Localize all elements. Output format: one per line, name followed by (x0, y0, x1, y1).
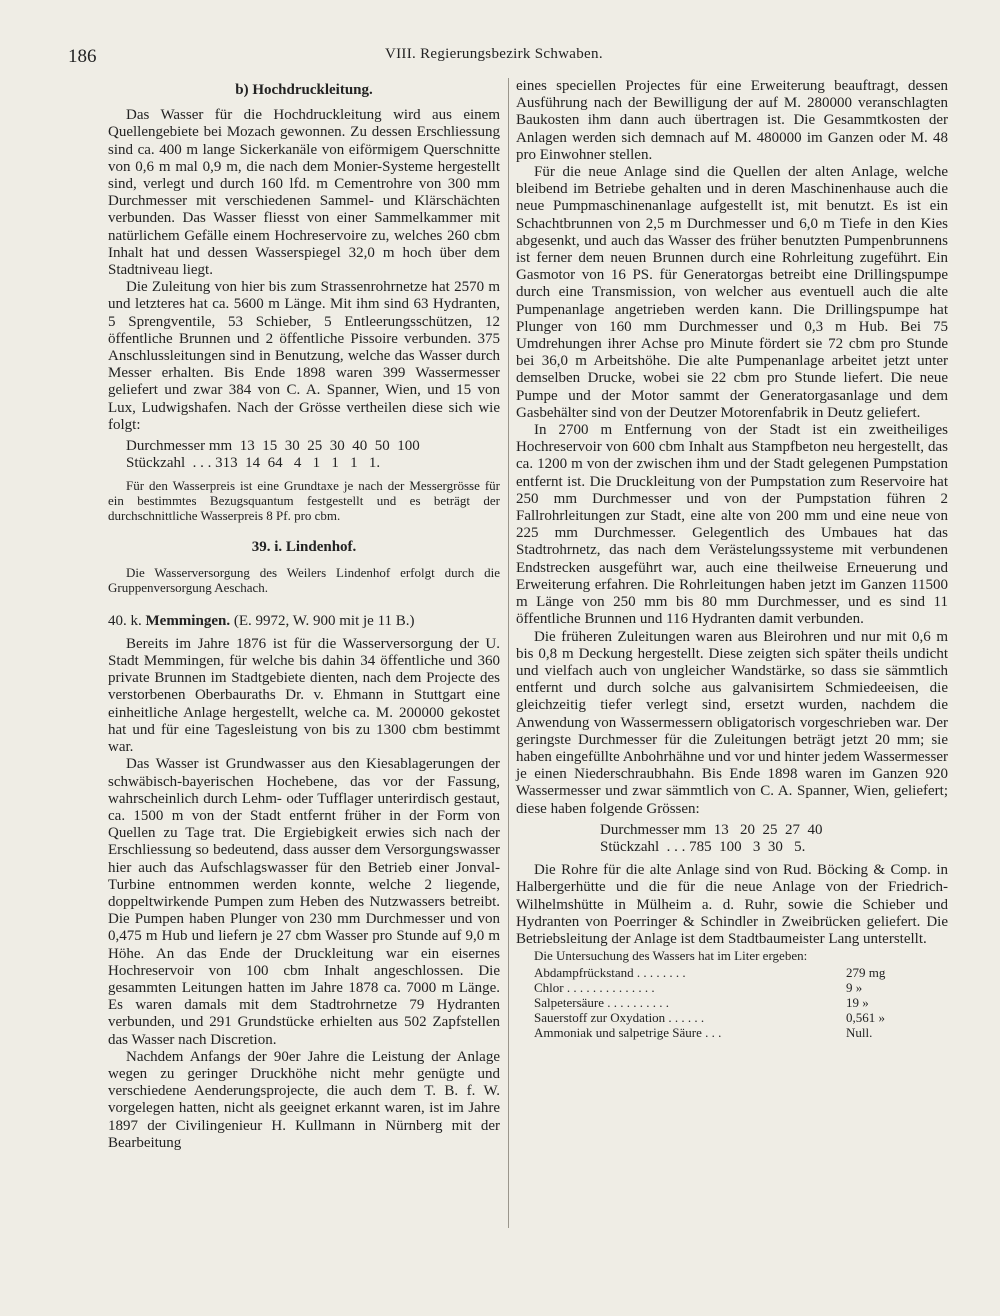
table-row (534, 965, 904, 980)
heading-lindenhof: 39. i. Lindenhof. (251, 539, 357, 556)
meter-size-table-2 (600, 822, 948, 856)
page-number: 186 (68, 46, 97, 67)
paragraph: Für die neue Anlage sind die Quellen der alten Anlage, welche bleibend im Betriebe gehalten und in deren Maschinenhause auch die neue Pumpmaschinenanlage aufgestellt ist, mit benutzt. Es ist ein Schachtbrunnen von 2,5 m Durchmesser und 6,0 m Tiefe in den Kies abgesenkt, und auch das Wasser des früher benutzten Pumpenbrunnens ist ferner dem neuen Brunnen durch eine Rohrleitung zugeführt. Ein Gasmotor von 16 PS. für Generatorgas betreibt eine Drillingspumpe durch eine Transmission, von welcher aus eventuell auch die alte Pumpenanlage angetrieben werden kann. Die Drillingspumpe hat Plunger von 160 mm Durchmesser und 0,3 m Hub. Bei 75 Umdrehungen ihrer Achse pro Minute fördert sie 72 cbm pro Stunde bei 36,0 m Arbeitshöhe. Die alte Pumpenanlage arbeitet jetzt unter demselben Drucke, wobei sie 22 cbm pro Stunde liefert. Die neue Pumpe und der Motor sammt der Generatorgasanlage und dem Gasbehälter sind von der Deutzer Motorenfabrik in Deutz geliefert. (516, 164, 948, 421)
table-row (534, 995, 904, 1010)
paragraph: Die Wasserversorgung des Weilers Lindenhof erfolgt durch die Gruppenversorgung Aeschach. (108, 564, 500, 595)
paragraph: Das Wasser für die Hochdruckleitung wird aus einem Quellengebiete bei Mozach gewonnen. Zu dessen Erschliessung sind ca. 400 m lange Sickerkanäle von eiförmigem Querschnitte von 0,6 m mal 0,9 m, die nach dem Monier-Systeme hergestellt sind, verlegt und durch 160 lfd. m Cementrohre von 300 mm Durchmesser mit verschiedenen Sammel- und Klärschächten verbunden. Das Wasser fliesst von einer Sammelkammer mit natürlichem Gefälle einem Hochreservoire zu, welches 260 cbm Inhalt hat und dessen Wasserspiegel 32,0 m hoch über dem Stadtniveau liegt. (108, 107, 500, 279)
analysis-value: 0,561 » (846, 1010, 885, 1026)
paragraph: Die früheren Zuleitungen waren aus Bleirohren und nur mit 0,6 m bis 0,8 m Deckung hergestellt. Diese zeigten sich später theils undicht und vielfach auch von ungleicher Wandstärke, so dass sie sämmtlich entfernt und durch solche aus galvanisirtem Schmiedeeisen, die gleichzeitig tiefer verlegt sind, ersetzt wurden, nachdem die Anwendung von Wassermessern obligatorisch vorgeschrieben war. Der geringste Durchmesser für die Zuleitungen beträgt jetzt 20 mm; sie haben eingefüllte Anbohrhähne und vor und hinter jedem Wassermesser je einen Niederschraubhahn. Bis Ende 1898 waren im Ganzen 920 Wassermesser und zwar sämmtlich von C. A. Spanner, Wien, geliefert; diese haben folgende Grössen: (516, 628, 948, 817)
table-row: Durchmesser mm 13 15 30 25 30 40 50 100 (126, 438, 420, 455)
analysis-name: Chlor . . . . . . . . . . . . . . (534, 980, 655, 996)
analysis-name: Abdampfrückstand . . . . . . . . (534, 965, 686, 981)
paragraph: In 2700 m Entfernung von der Stadt ist ein zweitheiliges Hochreservoir von 600 cbm Inhalt aus Stampfbeton neu hergestellt, das ca. 1200 m von der zwischen ihm und der Stadt gelegenen Pumpstation entfernt ist. Die Druckleitung von der Pumpstation zum Reservoire hat 250 mm Durchmesser und von der Pumpstation führen 2 Fallrohrleitungen zur Stadt, eine alte von 200 mm und eine neue von 225 mm Durchmesser. Gelegentlich des Umbaues hat das Stadtrohrnetz, das nach dem Verästelungssysteme mit verbundenen Endstrecken ausgeführt war, auch eine theilweise Erneuerung und Erweiterung erfahren. Die Rohrleitungen haben jetzt im Ganzen 11500 m Länge von 250 mm bis 80 mm Durchmesser, und es sind 11 öffentliche Brunnen und 116 Hydranten damit verbunden. (516, 422, 948, 628)
section-number: 40. k. (108, 612, 142, 629)
meter-size-table (126, 438, 500, 472)
analysis-value: 9 » (846, 980, 863, 996)
note-water-price: Für den Wasserpreis ist eine Grundtaxe je nach der Messergrösse für ein bestimmtes Bezugsquantum festgestellt und es beträgt der durchschnittliche Wasserpreis 8 Pf. pro cbm. (108, 478, 500, 524)
analysis-name: Sauerstoff zur Oxydation . . . . . . (534, 1010, 705, 1026)
paragraph: Das Wasser ist Grundwasser aus den Kiesablagerungen der schwäbisch-bayerischen Hochebene, das vor der Fassung, wahrscheinlich durch Lehm- oder Tufflager unterirdisch gestaut, ca. 1500 m von der Stadt entfernt früher in der Form von Quellen zu Tage trat. Die Ergiebigkeit erwies sich nach der Erschliessung so bedeutend, dass ausser dem Versorgungswasser hier auch das Aufschlagswasser für den Betrieb einer Jonval-Turbine entnommen werden konnte, welche 2 liegende, doppeltwirkende Pumpen zum Heben des Nutzwassers betreibt. Die Pumpen haben Plunger von 230 mm Durchmesser und von 0,475 m Hub und liefern je 27 cbm Wasser pro Stunde auf 9,0 m Höhe. An das Ende der Druckleitung war ein eisernes Hochreservoir von 100 cbm Inhalt angeschlossen. Die gesammten Leitungen hatten im Jahre 1878 ca. 7000 m Länge. Es waren damals mit dem Stadtrohrnetze 79 Hydranten verbunden, und 291 Grundstücke erhielten aus 502 Zapfstellen das Wasser nach Discretion. (108, 756, 500, 1048)
analysis-intro: Die Untersuchung des Wassers hat im Liter ergeben: (534, 948, 808, 964)
table-row: Durchmesser mm 13 20 25 27 40 (600, 821, 823, 838)
left-column (108, 78, 500, 1152)
section-info: (E. 9972, W. 900 mit je 11 B.) (233, 612, 415, 629)
paragraph: Die Rohre für die alte Anlage sind von Rud. Böcking & Comp. in Halbergerhütte und die für die neue Anlage von der Friedrich-Wilhelmshütte in Mülheim a. d. Ruhr, sowie die Schieber und Hydranten von Poerringer & Schindler in Zweibrücken geliefert. Die Betriebsleitung der Anlage ist dem Stadtbaumeister Lang unterstellt. (516, 862, 948, 947)
table-row (534, 1010, 904, 1025)
paragraph: Die Zuleitung von hier bis zum Strassenrohrnetze hat 2570 m und letzteres hat ca. 5600 m Länge. Mit ihm sind 63 Hydranten, 5 Sprengventile, 53 Schieber, 5 Entleerungsschützen, 12 öffentliche Brunnen und 2 öffentliche Pissoire verbunden. 375 Anschlussleitungen sind in Benutzung, welche das Wasser durch Messer erhalten. Bis Ende 1898 waren 399 Wassermesser geliefert und zwar 384 von C. A. Spanner, Wien, und 15 von Lux, Ludwigshafen. Nach der Grösse vertheilen diese sich wie folgt: (108, 279, 500, 433)
table-row: Stückzahl . . . 785 100 3 30 5. (600, 838, 806, 855)
analysis-value: Null. (846, 1025, 873, 1041)
paragraph: Nachdem Anfangs der 90er Jahre die Leistung der Anlage wegen zu geringer Druckhöhe nicht mehr genügte und verschiedene Aenderungsprojecte, die auch dem T. B. f. W. vorgelegen hatten, nicht als geeignet erkannt waren, ist im Jahre 1897 der Civilingenieur H. Kullmann in Nürnberg mit der Bearbeitung (108, 1048, 500, 1151)
table-row: Stückzahl . . . 313 14 64 4 1 1 1 1. (126, 455, 381, 472)
running-title: VIII. Regierungsbezirk Schwaben. (385, 46, 603, 62)
table-row (534, 1025, 904, 1040)
column-divider (508, 78, 509, 1228)
analysis-value: 279 mg (846, 965, 886, 981)
table-row (534, 980, 904, 995)
heading-memmingen (108, 613, 500, 630)
paragraph: Bereits im Jahre 1876 ist für die Wasserversorgung der U. Stadt Memmingen, für welche bis dahin 34 öffentliche und 360 private Brunnen im Stadtgebiete dienten, nach dem Projecte des verstorbenen Oberbauraths Dr. v. Ehmann in Stuttgart eine einheitliche Anlage hergestellt, welche ca. M. 200000 gekostet hat und für eine Tagesleistung von bis zu 1300 cbm bestimmt war. (108, 635, 500, 756)
paragraph: eines speciellen Projectes für eine Erweiterung beauftragt, dessen Ausführung nach der Bewilligung der auf M. 280000 veranschlagten Baukosten ihm dann auch übertragen ist. Die Gesammtkosten der Anlagen werden sich demnach auf M. 480000 im Ganzen oder M. 48 pro Einwohner stellen. (516, 78, 948, 163)
analysis-value: 19 » (846, 995, 869, 1011)
right-column (516, 78, 948, 1040)
analysis-name: Salpetersäure . . . . . . . . . . (534, 995, 670, 1011)
heading-hochdruckleitung: b) Hochdruckleitung. (235, 82, 373, 98)
water-analysis-table (534, 965, 904, 1040)
section-name: Memmingen. (145, 612, 231, 629)
analysis-name: Ammoniak und salpetrige Säure . . . (534, 1025, 722, 1041)
